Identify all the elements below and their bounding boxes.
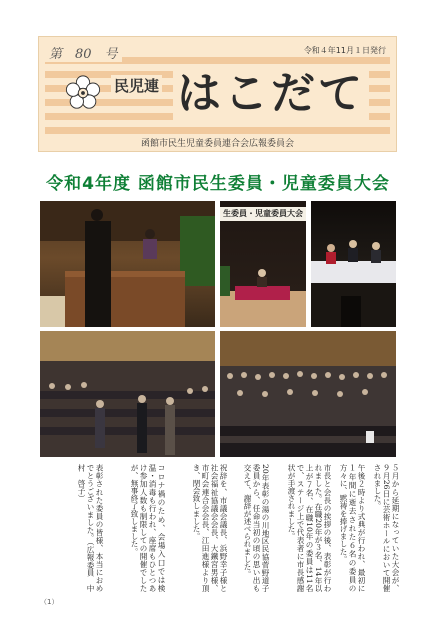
photo-audience-seated bbox=[220, 331, 396, 457]
masthead bbox=[38, 36, 397, 152]
article-paragraph: ５月から延期になっていた大会が、９月26日に芸術ホールにおいて開催されました。 bbox=[373, 464, 400, 592]
article-paragraph: 祝辞を、市議会議長、浜野幸子様と社会福祉協議会会長、大鐵宮男様、市町会連合会会長、江田進様より頂き、閉会致しました。 bbox=[192, 464, 228, 592]
stage-banner-text: 生委員・児童委員大会 bbox=[220, 207, 306, 221]
org-name: 民児連 bbox=[111, 75, 162, 96]
article-body bbox=[36, 464, 400, 592]
publisher-line: 函館市民生児童委員連合会広報委員会 bbox=[140, 139, 294, 149]
photo-podium-speaker bbox=[40, 201, 215, 327]
photo-stage-banner bbox=[220, 201, 306, 327]
publish-date: 令和４年11月１日発行 bbox=[303, 46, 386, 55]
flower-logo-icon bbox=[64, 74, 102, 112]
newsletter-title: はこだて bbox=[173, 68, 369, 120]
article-headline: 令和4年度 函館市民生委員・児童委員大会 bbox=[46, 174, 390, 194]
article-paragraph: 市長と会長の挨拶の後、表彰が行われました。在職20年が３名、14年以上が７名、在職10年の委員は11名で、ステージ上で代表者に市長感謝状が手渡されました。 bbox=[287, 464, 332, 592]
article-paragraph: 午後２時より式典が行われ、最初に１年間に逝去された６名の委員の方々に、黙祷を捧げました。 bbox=[339, 464, 366, 592]
photo-stage-guests bbox=[311, 201, 396, 327]
page-number: （1） bbox=[40, 598, 59, 606]
article-paragraph: 表彰された委員の皆様、本当におめでとうございました。（広報委員 中村 啓子） bbox=[77, 464, 104, 592]
article-paragraph: 20年表彰の湯の川地区民協菅野道子委員から、任命当初の頃の思い出も交えて、謝辞が述べられました。 bbox=[243, 464, 270, 592]
article-paragraph: コロナ禍のため、会場入口では検温・消毒も行われ、座席もひとつあけ参加人数も制限しての開催でしたが、無事終了致しました。 bbox=[130, 464, 166, 592]
issue-number: 第 80 号 bbox=[45, 43, 122, 62]
masthead-stripe bbox=[45, 127, 390, 134]
photo-audience-standing bbox=[40, 331, 215, 457]
